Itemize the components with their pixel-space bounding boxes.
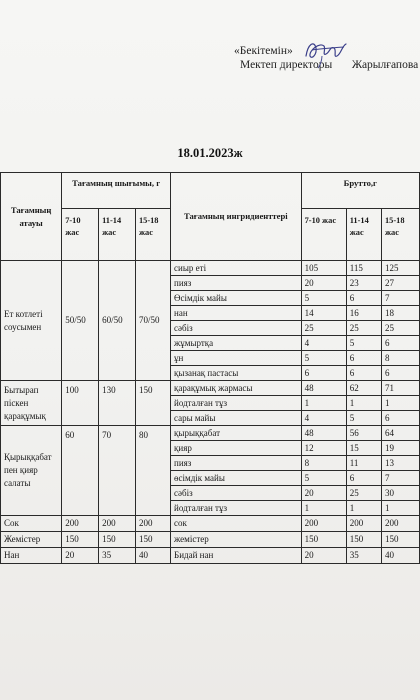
header-gross-11-14: 11-14 жас xyxy=(346,209,381,261)
gross-value: 6 xyxy=(381,411,419,426)
approval-title: Мектеп директоры xyxy=(240,59,333,71)
gross-value: 1 xyxy=(301,501,346,516)
gross-value: 4 xyxy=(301,411,346,426)
gross-value: 62 xyxy=(346,381,381,396)
gross-value: 19 xyxy=(381,441,419,456)
dish-output: 60 xyxy=(62,426,99,516)
ingredient-name: пияз xyxy=(171,456,302,471)
gross-value: 40 xyxy=(381,548,419,564)
gross-value: 20 xyxy=(301,548,346,564)
ingredient-name: сок xyxy=(171,516,302,532)
gross-value: 125 xyxy=(381,261,419,276)
ingredient-name: сәбіз xyxy=(171,486,302,501)
gross-value: 25 xyxy=(301,321,346,336)
gross-value: 27 xyxy=(381,276,419,291)
gross-value: 150 xyxy=(301,532,346,548)
gross-value: 5 xyxy=(301,291,346,306)
dish-output: 150 xyxy=(99,532,136,548)
dish-output: 70/50 xyxy=(135,261,170,381)
gross-value: 5 xyxy=(346,336,381,351)
gross-value: 200 xyxy=(346,516,381,532)
gross-value: 20 xyxy=(301,486,346,501)
gross-value: 6 xyxy=(301,366,346,381)
gross-value: 30 xyxy=(381,486,419,501)
gross-value: 6 xyxy=(346,351,381,366)
header-dish-name: Тағамның атауы xyxy=(1,173,62,261)
gross-value: 1 xyxy=(381,501,419,516)
gross-value: 200 xyxy=(301,516,346,532)
dish-output: 70 xyxy=(99,426,136,516)
gross-value: 6 xyxy=(381,366,419,381)
gross-value: 25 xyxy=(346,321,381,336)
table-row xyxy=(1,261,420,276)
gross-value: 48 xyxy=(301,426,346,441)
dish-name: Жемістер xyxy=(1,532,62,548)
ingredient-name: қырыққабат xyxy=(171,426,302,441)
gross-value: 16 xyxy=(346,306,381,321)
gross-value: 25 xyxy=(346,486,381,501)
approval-heading: «Бекітемін» xyxy=(234,45,293,57)
gross-value: 200 xyxy=(381,516,419,532)
dish-output: 60/50 xyxy=(99,261,136,381)
dish-output: 20 xyxy=(62,548,99,564)
table-row xyxy=(1,532,420,548)
gross-value: 1 xyxy=(346,396,381,411)
dish-name: Сок xyxy=(1,516,62,532)
gross-value: 64 xyxy=(381,426,419,441)
document-date: 18.01.2023ж xyxy=(177,146,243,160)
gross-value: 11 xyxy=(346,456,381,471)
ingredient-name: сиыр еті xyxy=(171,261,302,276)
gross-value: 6 xyxy=(346,471,381,486)
dish-output: 80 xyxy=(135,426,170,516)
gross-value: 15 xyxy=(346,441,381,456)
dish-output: 200 xyxy=(99,516,136,532)
dish-output: 100 xyxy=(62,381,99,426)
table-row xyxy=(1,426,420,441)
gross-value: 6 xyxy=(346,291,381,306)
menu-table-body xyxy=(1,261,420,564)
dish-output: 150 xyxy=(62,532,99,548)
table-row xyxy=(1,381,420,396)
gross-value: 56 xyxy=(346,426,381,441)
ingredient-name: сәбіз xyxy=(171,321,302,336)
header-gross: Брутто,г xyxy=(301,173,419,209)
table-row xyxy=(1,516,420,532)
dish-name: Қырыққабат пен қияр салаты xyxy=(1,426,62,516)
header-age-11-14: 11-14 жас xyxy=(99,209,136,261)
gross-value: 7 xyxy=(381,471,419,486)
gross-value: 12 xyxy=(301,441,346,456)
gross-value: 8 xyxy=(301,456,346,471)
dish-name: Бытырап піскен қарақұмық xyxy=(1,381,62,426)
gross-value: 115 xyxy=(346,261,381,276)
gross-value: 1 xyxy=(381,396,419,411)
header-gross-15-18: 15-18 жас xyxy=(381,209,419,261)
gross-value: 8 xyxy=(381,351,419,366)
gross-value: 6 xyxy=(381,336,419,351)
gross-value: 5 xyxy=(346,411,381,426)
ingredient-name: өсімдік майы xyxy=(171,471,302,486)
gross-value: 150 xyxy=(381,532,419,548)
dish-output: 200 xyxy=(62,516,99,532)
gross-value: 5 xyxy=(301,471,346,486)
dish-name: Ет котлеті соусымен xyxy=(1,261,62,381)
gross-value: 150 xyxy=(346,532,381,548)
ingredient-name: нан xyxy=(171,306,302,321)
gross-value: 105 xyxy=(301,261,346,276)
ingredient-name: йодталған тұз xyxy=(171,501,302,516)
gross-value: 5 xyxy=(301,351,346,366)
header-gross-7-10: 7-10 жас xyxy=(301,209,346,261)
gross-value: 14 xyxy=(301,306,346,321)
dish-output: 40 xyxy=(135,548,170,564)
dish-name: Нан xyxy=(1,548,62,564)
ingredient-name: йодталған тұз xyxy=(171,396,302,411)
director-signature xyxy=(300,36,352,70)
approval-name: Жарылғапова xyxy=(351,59,419,71)
ingredient-name: пияз xyxy=(171,276,302,291)
dish-output: 35 xyxy=(99,548,136,564)
ingredient-name: қияр xyxy=(171,441,302,456)
menu-table xyxy=(0,172,420,564)
ingredient-name: қызанақ пастасы xyxy=(171,366,302,381)
dish-output: 150 xyxy=(135,532,170,548)
ingredient-name: жұмыртқа xyxy=(171,336,302,351)
gross-value: 25 xyxy=(381,321,419,336)
gross-value: 1 xyxy=(346,501,381,516)
gross-value: 7 xyxy=(381,291,419,306)
dish-output: 50/50 xyxy=(62,261,99,381)
header-output: Тағамның шығымы, г xyxy=(62,173,171,209)
dish-output: 130 xyxy=(99,381,136,426)
gross-value: 35 xyxy=(346,548,381,564)
table-row xyxy=(1,548,420,564)
dish-output: 200 xyxy=(135,516,170,532)
ingredient-name: қарақұмық жармасы xyxy=(171,381,302,396)
gross-value: 71 xyxy=(381,381,419,396)
dish-output: 150 xyxy=(135,381,170,426)
gross-value: 4 xyxy=(301,336,346,351)
ingredient-name: сары майы xyxy=(171,411,302,426)
gross-value: 18 xyxy=(381,306,419,321)
header-ingredients: Тағамның ингридиенттері xyxy=(171,173,302,261)
ingredient-name: Өсімдік майы xyxy=(171,291,302,306)
gross-value: 13 xyxy=(381,456,419,471)
ingredient-name: Бидай нан xyxy=(171,548,302,564)
gross-value: 23 xyxy=(346,276,381,291)
header-age-7-10: 7-10 жас xyxy=(62,209,99,261)
gross-value: 1 xyxy=(301,396,346,411)
gross-value: 48 xyxy=(301,381,346,396)
header-age-15-18: 15-18 жас xyxy=(135,209,170,261)
gross-value: 6 xyxy=(346,366,381,381)
gross-value: 20 xyxy=(301,276,346,291)
ingredient-name: ұн xyxy=(171,351,302,366)
ingredient-name: жемістер xyxy=(171,532,302,548)
